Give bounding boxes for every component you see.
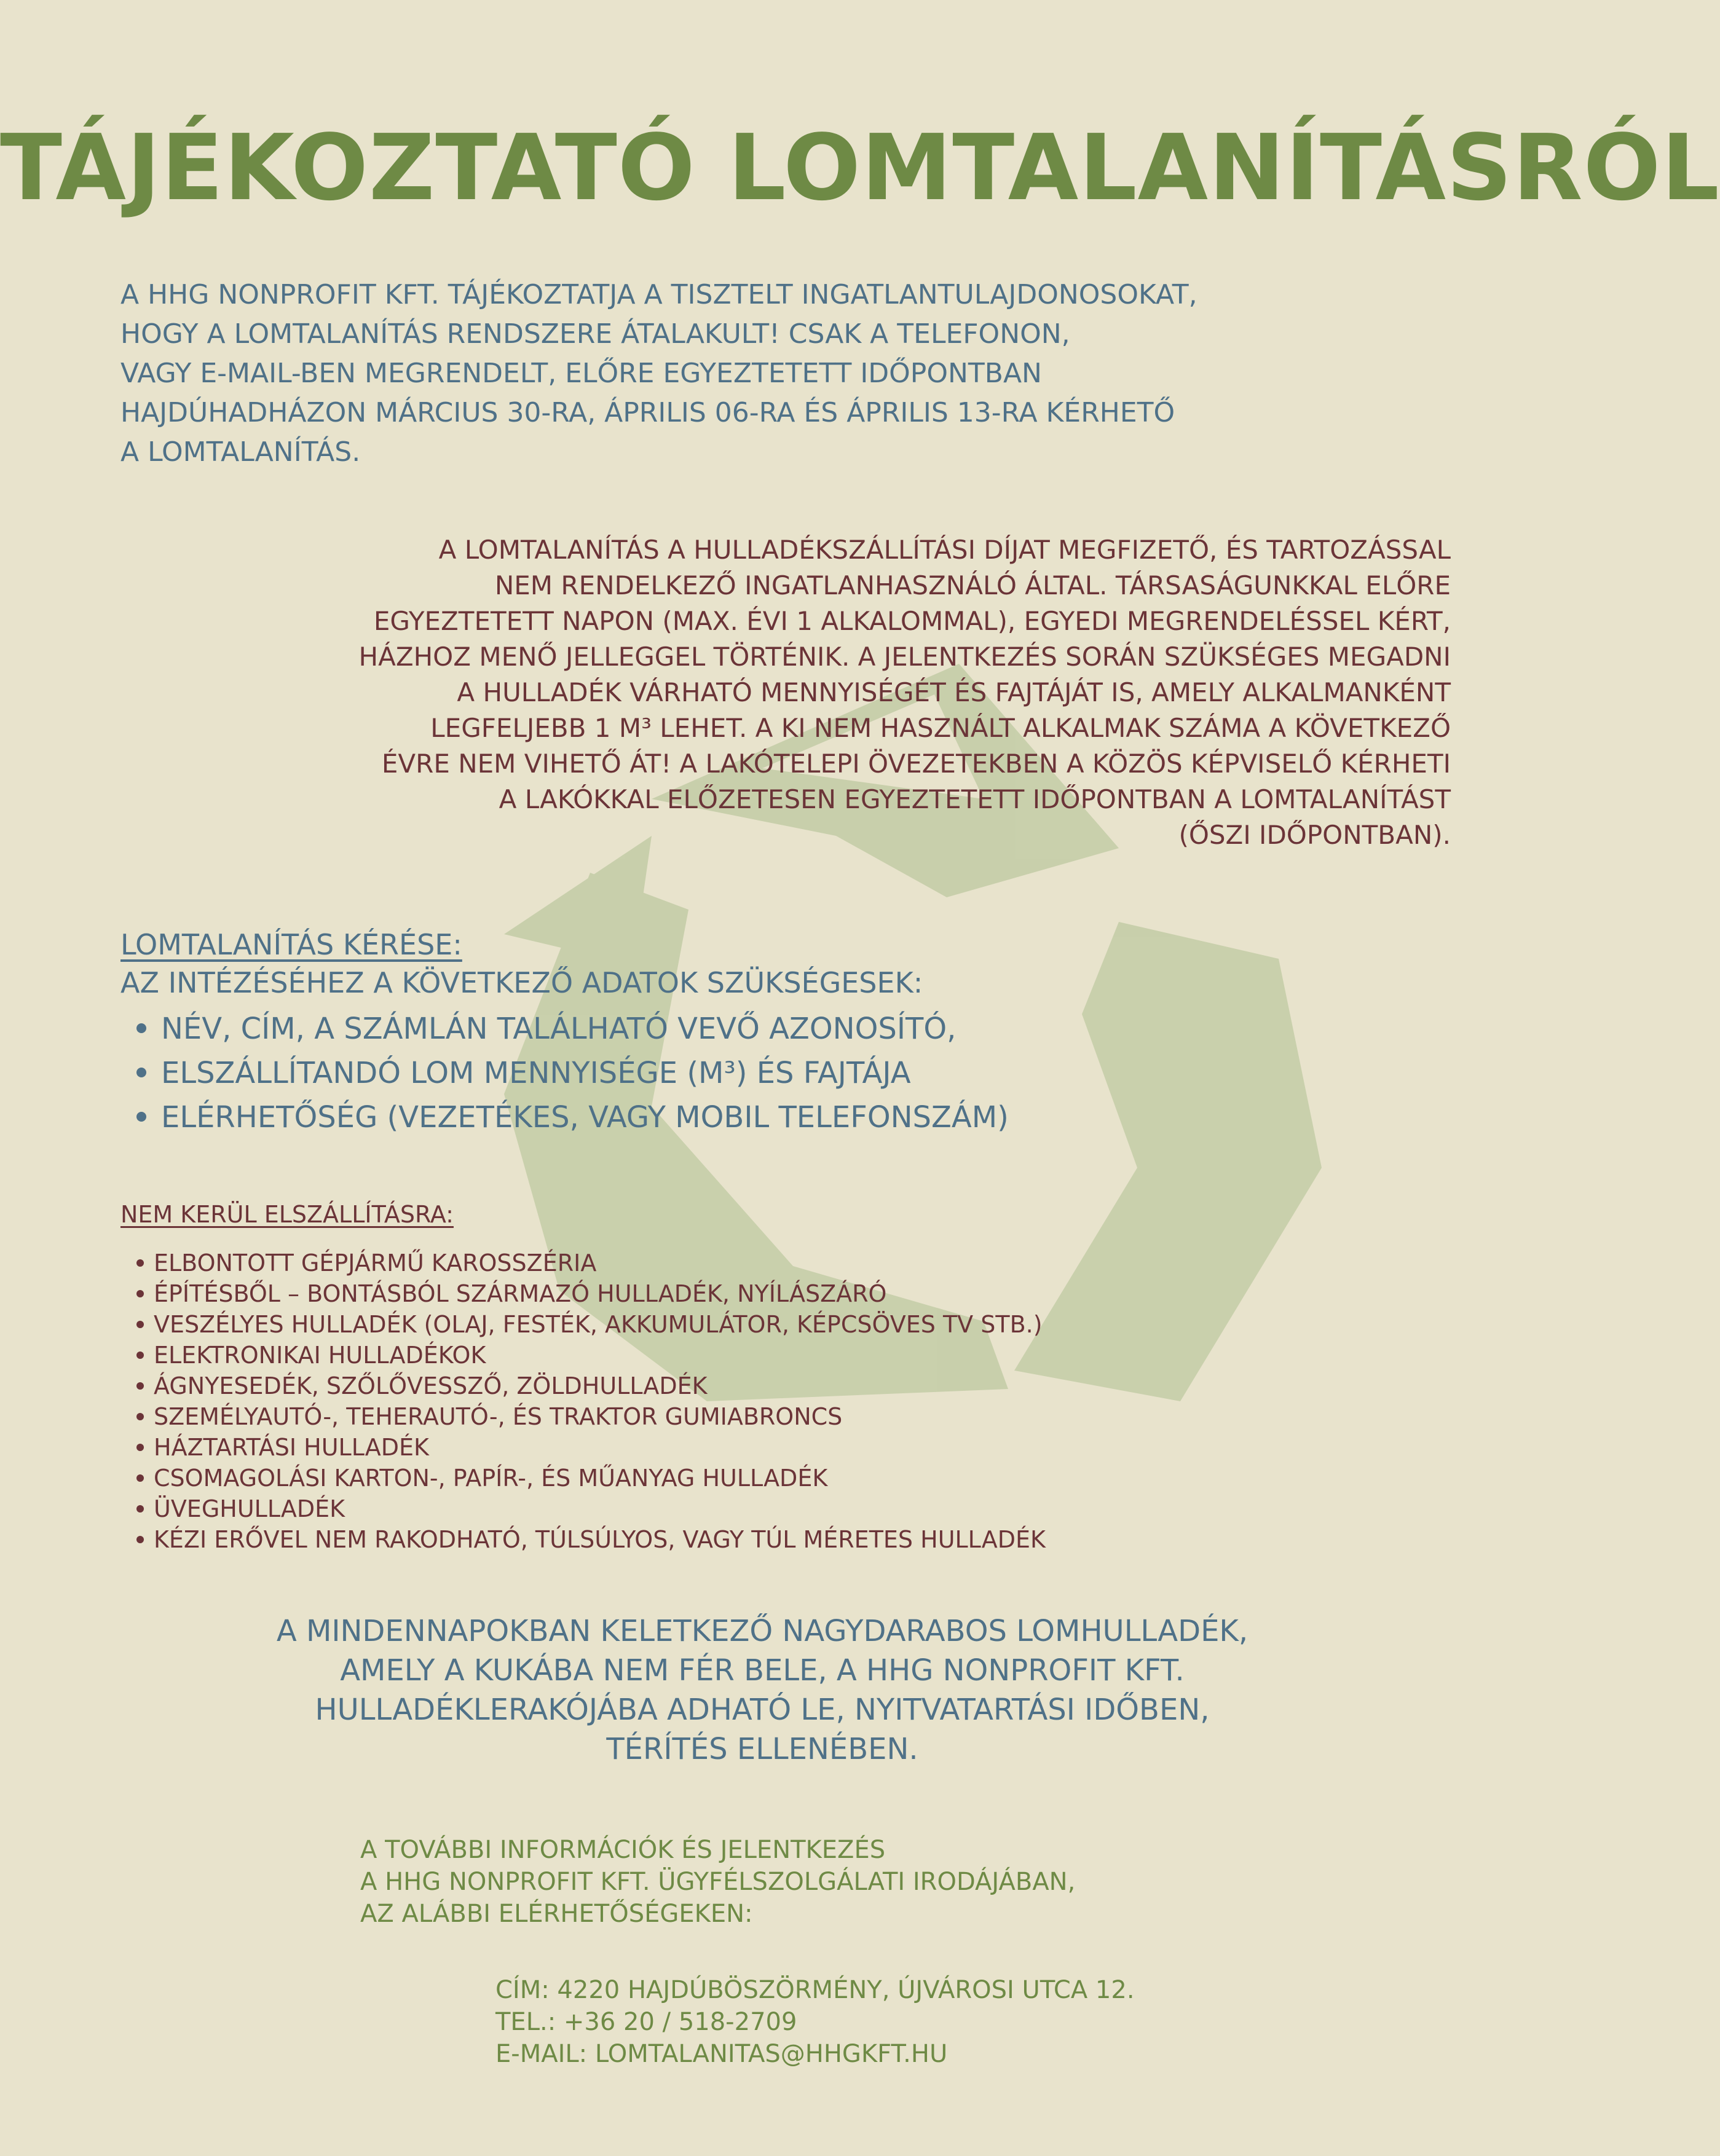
bullet-icon — [136, 1505, 144, 1513]
list-item-text: ELEKTRONIKAI HULLADÉKOK — [154, 1342, 486, 1369]
contact-address: CÍM: 4220 HAJDÚBÖSZÖRMÉNY, ÚJVÁROSI UTCA 12. — [495, 1976, 1135, 2004]
list-item — [136, 1340, 1350, 1371]
intro-line: A HHG NONPROFIT KFT. TÁJÉKOZTATJA A TISZTELT INGATLANTULAJDONOSOKAT, — [120, 279, 1197, 310]
bullet-icon — [136, 1474, 144, 1482]
list-item — [136, 1493, 1350, 1524]
intro-paragraph — [120, 275, 1442, 472]
contact-phone: TEL.: +36 20 / 518-2709 — [495, 2008, 797, 2036]
intro-line: VAGY E-MAIL-BEN MEGRENDELT, ELŐRE EGYEZTETETT IDŐPONTBAN — [120, 358, 1042, 389]
bullet-icon — [136, 1112, 146, 1122]
bullet-icon — [136, 1382, 144, 1390]
list-item-text: CSOMAGOLÁSI KARTON-, PAPÍR-, ÉS MŰANYAG HULLADÉK — [154, 1465, 828, 1492]
closing-line: HULLADÉKLERAKÓJÁBA ADHATÓ LE, NYITVATARTÁSI IDŐBEN, — [315, 1693, 1210, 1727]
bullet-icon — [136, 1068, 146, 1077]
list-item-text: HÁZTARTÁSI HULLADÉK — [154, 1434, 429, 1461]
bullet-icon — [136, 1351, 144, 1359]
rules-line: (ŐSZI IDŐPONTBAN). — [1178, 820, 1451, 850]
list-item — [136, 1309, 1350, 1340]
rules-line: ÉVRE NEM VIHETŐ ÁT! A LAKÓTELEPI ÖVEZETEKBEN A KÖZÖS KÉPVISELŐ KÉRHETI — [381, 749, 1451, 779]
bullet-icon — [136, 1290, 144, 1297]
bullet-icon — [136, 1023, 146, 1033]
contact-block — [495, 1974, 1418, 2070]
list-item — [136, 1051, 1350, 1095]
info-line: A HHG NONPROFIT KFT. ÜGYFÉLSZOLGÁLATI IRODÁJÁBAN, — [360, 1868, 1076, 1896]
closing-line: A MINDENNAPOKBAN KELETKEZŐ NAGYDARABOS LOMHULLADÉK, — [276, 1614, 1249, 1648]
list-item-text: ELBONTOTT GÉPJÁRMŰ KAROSSZÉRIA — [154, 1249, 597, 1277]
list-item-text: ÜVEGHULLADÉK — [154, 1495, 345, 1522]
rules-line: LEGFELJEBB 1 M³ LEHET. A KI NEM HASZNÁLT ALKALMAK SZÁMA A KÖVETKEZŐ — [430, 713, 1451, 743]
list-item — [136, 1524, 1350, 1555]
rules-paragraph — [160, 532, 1451, 853]
list-item-text: ÁGNYESEDÉK, SZŐLŐVESSZŐ, ZÖLDHULLADÉK — [154, 1372, 708, 1399]
list-item-text: ELÉRHETŐSÉG (VEZETÉKES, VAGY MOBIL TELEFONSZÁM) — [161, 1100, 1009, 1135]
info-paragraph — [360, 1834, 1344, 1930]
list-item — [136, 1248, 1350, 1278]
list-item-text: KÉZI ERŐVEL NEM RAKODHATÓ, TÚLSÚLYOS, VAGY TÚL MÉRETES HULLADÉK — [154, 1526, 1046, 1553]
rules-line: HÁZHOZ MENŐ JELLEGGEL TÖRTÉNIK. A JELENTKEZÉS SORÁN SZÜKSÉGES MEGADNI — [358, 642, 1451, 672]
page-title: TÁJÉKOZTATÓ LOMTALANÍTÁSRÓL — [0, 115, 1720, 221]
list-item — [136, 1095, 1350, 1139]
rules-line: A LAKÓKKAL ELŐZETESEN EGYEZTETETT IDŐPONTBAN A LOMTALANÍTÁST — [499, 784, 1451, 814]
list-item-text: NÉV, CÍM, A SZÁMLÁN TALÁLHATÓ VEVŐ AZONOSÍTÓ, — [161, 1012, 957, 1046]
excluded-list — [120, 1248, 1350, 1555]
request-subheading: AZ INTÉZÉSÉHEZ A KÖVETKEZŐ ADATOK SZÜKSÉGESEK: — [120, 966, 923, 999]
bullet-icon — [136, 1259, 144, 1267]
rules-line: NEM RENDELKEZŐ INGATLANHASZNÁLÓ ÁLTAL. TÁRSASÁGUNKKAL ELŐRE — [494, 570, 1451, 600]
request-list — [120, 1007, 1350, 1139]
list-item — [136, 1401, 1350, 1432]
intro-line: HOGY A LOMTALANÍTÁS RENDSZERE ÁTALAKULT! CSAK A TELEFONON, — [120, 318, 1070, 350]
closing-paragraph — [0, 1611, 1525, 1769]
list-item-text: ÉPÍTÉSBŐL – BONTÁSBÓL SZÁRMAZÓ HULLADÉK, NYÍLÁSZÁRÓ — [154, 1280, 887, 1307]
request-heading: LOMTALANÍTÁS KÉRÉSE: — [120, 928, 462, 961]
list-item — [136, 1278, 1350, 1309]
info-line: AZ ALÁBBI ELÉRHETŐSÉGEKEN: — [360, 1900, 753, 1928]
rules-line: A LOMTALANÍTÁS A HULLADÉKSZÁLLÍTÁSI DÍJAT MEGFIZETŐ, ÉS TARTOZÁSSAL — [438, 535, 1451, 565]
closing-line: AMELY A KUKÁBA NEM FÉR BELE, A HHG NONPROFIT KFT. — [340, 1653, 1185, 1688]
closing-line: TÉRÍTÉS ELLENÉBEN. — [606, 1732, 918, 1766]
intro-line: A LOMTALANÍTÁS. — [120, 436, 361, 468]
list-item-text: SZEMÉLYAUTÓ-, TEHERAUTÓ-, ÉS TRAKTOR GUMIABRONCS — [154, 1403, 843, 1430]
bullet-icon — [136, 1444, 144, 1451]
excluded-section — [120, 1198, 1350, 1555]
rules-line: A HULLADÉK VÁRHATÓ MENNYISÉGÉT ÉS FAJTÁJÁT IS, AMELY ALKALMANKÉNT — [457, 677, 1451, 707]
contact-email: E-MAIL: LOMTALANITAS@HHGKFT.HU — [495, 2040, 948, 2068]
info-line: A TOVÁBBI INFORMÁCIÓK ÉS JELENTKEZÉS — [360, 1836, 886, 1864]
bullet-icon — [136, 1413, 144, 1420]
list-item — [136, 1463, 1350, 1493]
list-item — [136, 1007, 1350, 1051]
request-section — [120, 926, 1350, 1139]
intro-line: HAJDÚHADHÁZON MÁRCIUS 30-RA, ÁPRILIS 06-RA ÉS ÁPRILIS 13-RA KÉRHETŐ — [120, 397, 1175, 428]
rules-line: EGYEZTETETT NAPON (MAX. ÉVI 1 ALKALOMMAL), EGYEDI MEGRENDELÉSSEL KÉRT, — [373, 606, 1451, 636]
excluded-heading: NEM KERÜL ELSZÁLLÍTÁSRA: — [120, 1201, 454, 1228]
bullet-icon — [136, 1321, 144, 1328]
list-item-text: ELSZÁLLÍTANDÓ LOM MENNYISÉGE (M³) ÉS FAJTÁJA — [161, 1056, 911, 1090]
bullet-icon — [136, 1536, 144, 1543]
list-item — [136, 1371, 1350, 1401]
list-item — [136, 1432, 1350, 1463]
list-item-text: VESZÉLYES HULLADÉK (OLAJ, FESTÉK, AKKUMULÁTOR, KÉPCSÖVES TV STB.) — [154, 1311, 1043, 1338]
